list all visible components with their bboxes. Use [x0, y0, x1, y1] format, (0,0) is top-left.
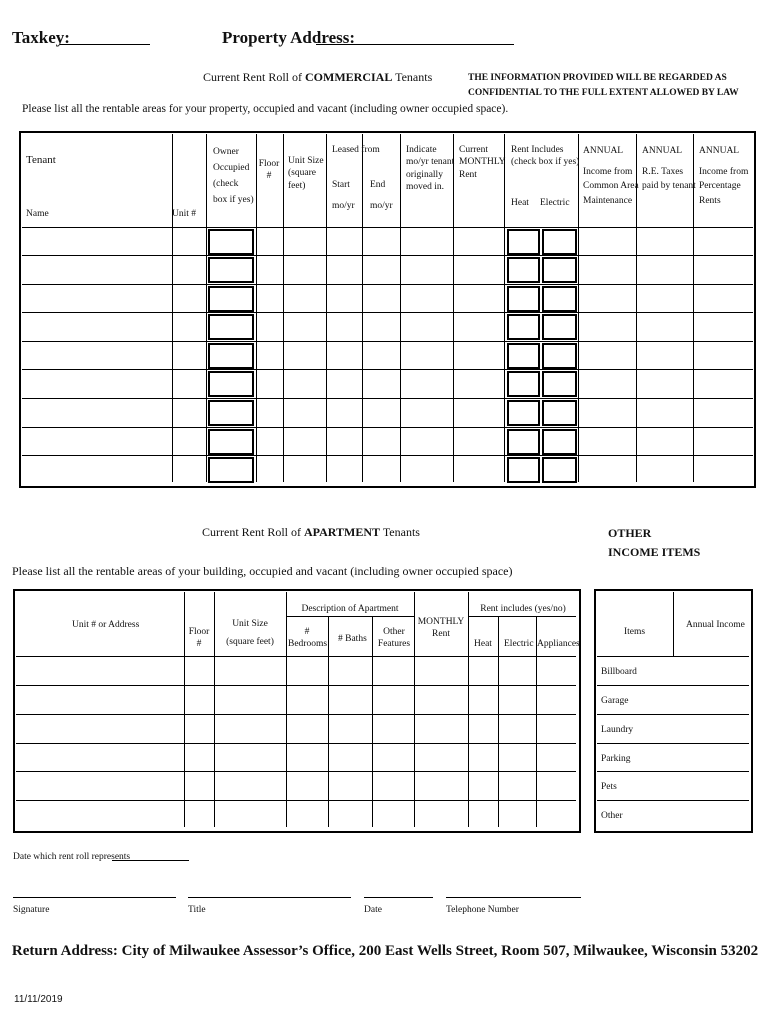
- commercial-row-line: [22, 255, 753, 256]
- leased-from-header: Leased from: [332, 145, 380, 155]
- commercial-column-divider: [283, 134, 284, 482]
- apartment-column-divider: [286, 592, 287, 827]
- annual-income-header: Annual Income: [686, 620, 745, 630]
- end-moyr: mo/yr: [370, 201, 393, 211]
- commercial-row-line: [22, 284, 753, 285]
- heat-checkbox[interactable]: [507, 429, 540, 455]
- other-income-item-parking: Parking: [601, 754, 631, 764]
- unit-size-header: Unit Size (square feet): [288, 156, 324, 191]
- other-income-row-line: [597, 743, 749, 744]
- commercial-column-divider: [206, 134, 207, 482]
- telephone-label: Telephone Number: [446, 905, 519, 915]
- other-income-title: OTHER INCOME ITEMS: [608, 526, 701, 560]
- heat-checkbox[interactable]: [507, 286, 540, 312]
- commercial-row-line: [22, 427, 753, 428]
- signature-field[interactable]: [13, 897, 176, 898]
- heat-checkbox[interactable]: [507, 229, 540, 255]
- owner-occupied-checkbox[interactable]: [208, 429, 254, 455]
- heat-checkbox[interactable]: [507, 457, 540, 483]
- electric-checkbox[interactable]: [542, 314, 577, 340]
- commercial-column-divider: [400, 134, 401, 482]
- electric-checkbox[interactable]: [542, 400, 577, 426]
- apartment-column-divider: [184, 592, 185, 827]
- telephone-field[interactable]: [446, 897, 581, 898]
- owner-occupied-checkbox[interactable]: [208, 371, 254, 397]
- owner-occupied-checkbox[interactable]: [208, 457, 254, 483]
- apartment-row-line: [16, 800, 576, 801]
- start-header: Start: [332, 180, 350, 190]
- owner-occupied-header: Owner Occupied (check box if yes): [213, 147, 254, 206]
- annual-taxes-header: ANNUAL R.E. Taxes paid by tenant: [642, 146, 696, 192]
- apartment-subheader-line: [286, 616, 414, 617]
- apt-electric-header: Electric: [504, 639, 534, 649]
- confidential-notice: THE INFORMATION PROVIDED WILL BE REGARDED AS CONFIDENTIAL TO THE FULL EXTENT ALLOWED BY LAW: [468, 73, 739, 99]
- apartment-column-divider: [498, 616, 499, 827]
- heat-checkbox[interactable]: [507, 400, 540, 426]
- commercial-row-line: [22, 227, 753, 228]
- electric-checkbox[interactable]: [542, 257, 577, 283]
- owner-occupied-checkbox[interactable]: [208, 286, 254, 312]
- apt-rent-includes-header: Rent includes (yes/no): [480, 604, 566, 614]
- owner-occupied-checkbox[interactable]: [208, 343, 254, 369]
- other-income-item-garage: Garage: [601, 696, 629, 706]
- monthly-rent-header: Current MONTHLY Rent: [459, 145, 506, 180]
- apartment-row-line: [16, 714, 576, 715]
- other-income-item-other: Other: [601, 811, 623, 821]
- owner-occupied-checkbox[interactable]: [208, 229, 254, 255]
- floor-header: Floor #: [258, 159, 280, 182]
- apartment-subheader-line: [468, 616, 576, 617]
- date-represents-label: Date which rent roll represents: [13, 852, 131, 862]
- annual-percentage-header: ANNUAL Income from Percentage Rents: [699, 146, 749, 207]
- signature-label: Signature: [13, 905, 50, 915]
- electric-checkbox[interactable]: [542, 286, 577, 312]
- apartment-column-divider: [468, 592, 469, 827]
- title-field[interactable]: [188, 897, 351, 898]
- name-header: Name: [26, 209, 49, 219]
- other-income-row-line: [597, 800, 749, 801]
- electric-checkbox[interactable]: [542, 229, 577, 255]
- apt-floor-header: Floor #: [188, 627, 210, 650]
- other-income-item-billboard: Billboard: [601, 667, 637, 677]
- return-address: Return Address: City of Milwaukee Assessor’s Office, 200 East Wells Street, Room 507, Milwaukee, Wisconsin 53202: [11, 943, 759, 959]
- apartment-column-divider: [214, 592, 215, 827]
- title-label: Title: [188, 905, 206, 915]
- electric-checkbox[interactable]: [542, 371, 577, 397]
- property-address-label: Property Address:: [222, 28, 356, 47]
- end-header: End: [370, 180, 386, 190]
- property-address-field[interactable]: [316, 44, 514, 45]
- owner-occupied-checkbox[interactable]: [208, 257, 254, 283]
- owner-occupied-checkbox[interactable]: [208, 314, 254, 340]
- taxkey-field[interactable]: [60, 44, 150, 45]
- apt-size-header: Unit Size (square feet): [226, 619, 274, 648]
- apt-description-header: Description of Apartment: [301, 604, 399, 614]
- apartment-instruction: Please list all the rentable areas of your building, occupied and vacant (including owner occupied space): [12, 564, 513, 578]
- apt-other-features-header: Other Features: [377, 627, 411, 650]
- other-income-item-pets: Pets: [601, 782, 617, 792]
- date-label: Date: [364, 905, 382, 915]
- commercial-column-divider: [504, 134, 505, 482]
- apt-unit-header: Unit # or Address: [72, 620, 140, 630]
- apt-monthly-rent-header: MONTHLY Rent: [417, 617, 465, 640]
- apartment-row-line: [16, 685, 576, 686]
- commercial-column-divider: [256, 134, 257, 482]
- apartment-row-line: [16, 656, 576, 657]
- heat-checkbox[interactable]: [507, 257, 540, 283]
- date-field[interactable]: [364, 897, 433, 898]
- items-header: Items: [624, 627, 646, 637]
- commercial-column-divider: [326, 134, 327, 482]
- apartment-column-divider: [328, 616, 329, 827]
- electric-header: Electric: [540, 198, 570, 208]
- commercial-row-line: [22, 312, 753, 313]
- heat-header: Heat: [511, 198, 529, 208]
- other-income-item-laundry: Laundry: [601, 725, 634, 735]
- commercial-row-line: [22, 455, 753, 456]
- other-income-column-divider: [673, 592, 674, 656]
- apartment-title: Current Rent Roll of APARTMENT Tenants: [202, 525, 420, 539]
- heat-checkbox[interactable]: [507, 371, 540, 397]
- commercial-row-line: [22, 341, 753, 342]
- electric-checkbox[interactable]: [542, 343, 577, 369]
- commercial-column-divider: [578, 134, 579, 482]
- date-represents-field[interactable]: [112, 860, 189, 861]
- commercial-row-line: [22, 369, 753, 370]
- apt-bedrooms-header: # Bedrooms: [288, 627, 328, 650]
- commercial-column-divider: [172, 134, 173, 482]
- commercial-title: Current Rent Roll of COMMERCIAL Tenants: [203, 70, 433, 84]
- rent-includes-header: Rent Includes (check box if yes): [511, 145, 580, 168]
- heat-checkbox[interactable]: [507, 314, 540, 340]
- owner-occupied-checkbox[interactable]: [208, 400, 254, 426]
- annual-cam-header: ANNUAL Income from Common Area Maintenance: [583, 146, 639, 207]
- apt-appliances-header: Appliances: [537, 639, 580, 649]
- apartment-row-line: [16, 771, 576, 772]
- moved-in-header: Indicate mo/yr tenant originally moved in.: [406, 145, 455, 193]
- taxkey-label: Taxkey:: [12, 28, 70, 47]
- apartment-row-line: [16, 743, 576, 744]
- form-date: 11/11/2019: [14, 994, 63, 1005]
- commercial-column-divider: [362, 134, 363, 482]
- apartment-column-divider: [372, 616, 373, 827]
- other-income-row-line: [597, 714, 749, 715]
- tenant-header: Tenant: [26, 154, 56, 166]
- start-moyr: mo/yr: [332, 201, 355, 211]
- other-income-row-line: [597, 685, 749, 686]
- electric-checkbox[interactable]: [542, 429, 577, 455]
- other-income-row-line: [597, 771, 749, 772]
- heat-checkbox[interactable]: [507, 343, 540, 369]
- apt-baths-header: # Baths: [338, 634, 367, 644]
- other-income-row-line: [597, 656, 749, 657]
- apt-heat-header: Heat: [474, 639, 492, 649]
- electric-checkbox[interactable]: [542, 457, 577, 483]
- commercial-instruction: Please list all the rentable areas for your property, occupied and vacant (including owner occupied space).: [22, 103, 509, 115]
- commercial-row-line: [22, 398, 753, 399]
- unit-header: Unit #: [172, 209, 197, 219]
- apartment-column-divider: [414, 592, 415, 827]
